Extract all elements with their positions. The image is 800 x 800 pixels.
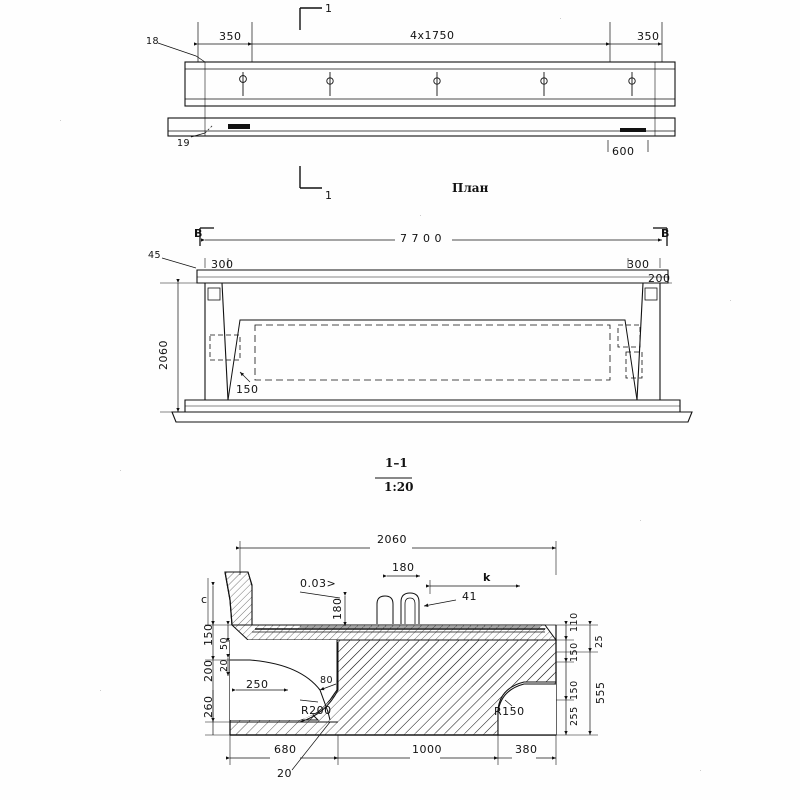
dim-380: 380 [515,743,538,756]
mark-b-left: B [194,227,203,240]
dim-elev-left-300: 300 [211,258,234,271]
dim-150-right-upper: 150 [569,642,580,662]
dim-680: 680 [274,743,297,756]
dim-elev-height-2060: 2060 [157,340,170,370]
dim-555: 555 [594,681,607,704]
dim-180-top: 180 [392,561,415,574]
section-mark-bottom-1: 1 [325,189,333,202]
callout-20: 20 [277,767,292,780]
dim-elev-right-300: 300 [627,258,650,271]
label-slope-003: 0.03> [300,577,337,590]
dim-elev-inner-150: 150 [236,383,259,396]
scan-speckle [640,520,641,521]
dim-1000: 1000 [412,743,442,756]
section-mark-top-1: 1 [325,2,333,15]
view-title-plan: План [452,181,489,195]
dim-elev-right-200: 200 [648,272,671,285]
scan-speckle [420,215,421,216]
scan-speckle [100,690,101,691]
dim-250: 250 [246,678,269,691]
view-scale-label: 1:20 [384,480,414,494]
dim-110: 110 [569,612,580,632]
dim-plan-left-350: 350 [219,30,242,43]
scan-speckle [700,770,701,771]
callout-18: 18 [146,36,160,47]
mark-b-right: B [661,227,670,240]
callout-41: 41 [462,590,477,603]
dim-plan-600: 600 [612,145,635,158]
radius-r200: R200 [301,704,332,717]
dim-plan-center-span: 4x1750 [410,29,455,42]
scan-speckle [560,18,561,19]
dim-plan-right-350: 350 [637,30,660,43]
section-view-geometry [202,478,598,770]
dim-total-length: 7 7 0 0 [400,232,442,245]
scan-speckle [730,300,731,301]
dim-80: 80 [320,675,334,686]
label-k: k [483,571,491,584]
dim-255: 255 [569,706,580,726]
dim-section-overall-2060: 2060 [377,533,407,546]
view-title-section: 1–1 [385,456,408,470]
label-c: c [201,593,208,606]
scan-speckle [120,470,121,471]
dim-200: 200 [202,659,215,682]
callout-45: 45 [148,250,162,261]
dim-150-left: 150 [202,623,215,646]
scan-speckle [60,120,61,121]
dim-150-right-lower: 150 [569,680,580,700]
dim-260: 260 [202,695,215,718]
dim-180-vertical: 180 [331,597,344,620]
dim-25: 25 [594,634,605,648]
callout-19: 19 [177,138,191,149]
dim-50: 50 [219,636,230,650]
dim-20: 20 [219,658,230,672]
radius-r150: R150 [494,705,525,718]
